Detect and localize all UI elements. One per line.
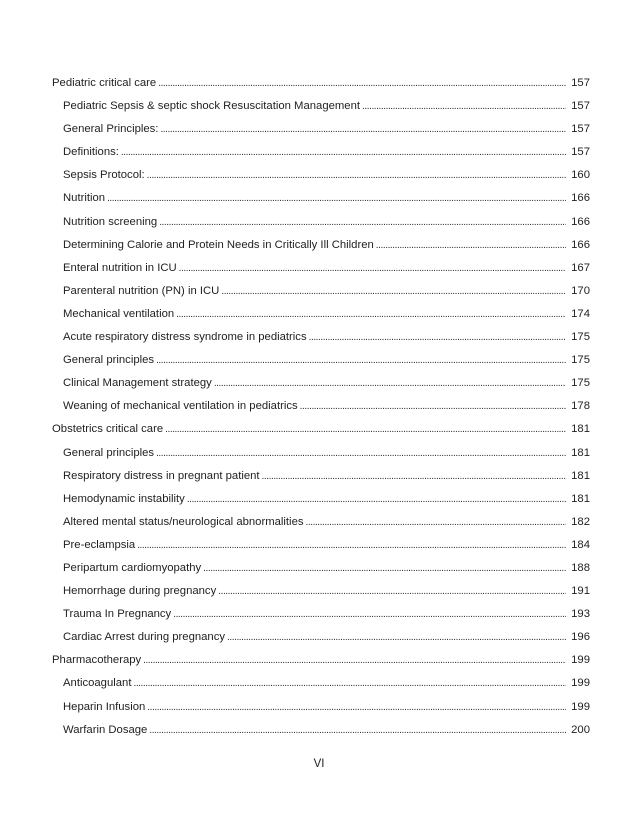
toc-subsection-entry[interactable]: [0, 511, 638, 534]
toc-dot-leader: [156, 442, 566, 465]
toc-entry-label: Pharmacotherapy: [52, 654, 142, 667]
toc-subsection-entry[interactable]: [0, 95, 638, 118]
toc-entry-page-number: 181: [571, 446, 590, 459]
toc-section-entry[interactable]: [0, 418, 638, 441]
toc-dot-leader: [121, 141, 566, 164]
toc-subsection-entry[interactable]: [0, 465, 638, 488]
toc-dot-leader: [309, 326, 566, 349]
toc-entry-label: Pediatric critical care: [52, 77, 157, 89]
toc-entry-label: Nutrition: [63, 192, 106, 205]
toc-dot-leader: [179, 257, 566, 280]
toc-entry-page-number: 166: [571, 215, 590, 228]
toc-dot-leader: [300, 395, 566, 418]
toc-subsection-entry[interactable]: [0, 719, 638, 742]
toc-subsection-entry[interactable]: [0, 303, 638, 326]
toc-entry-label: Clinical Management strategy: [63, 377, 212, 390]
toc-entry-page-number: 157: [571, 123, 590, 136]
toc-entry-page-number: 175: [571, 377, 590, 390]
toc-entry-label: Mechanical ventilation: [63, 307, 175, 320]
toc-entry-label: Determining Calorie and Protein Needs in Critically Ill Children: [63, 238, 374, 251]
toc-entry-page-number: 167: [571, 261, 590, 274]
toc-dot-leader: [165, 418, 566, 441]
toc-subsection-entry[interactable]: [0, 696, 638, 719]
toc-entry-page-number: 199: [571, 700, 590, 713]
toc-dot-leader: [159, 211, 566, 234]
toc-subsection-entry[interactable]: [0, 164, 638, 187]
toc-entry-page-number: 191: [571, 585, 590, 598]
toc-entry-page-number: 166: [571, 238, 590, 251]
toc-subsection-entry[interactable]: [0, 626, 638, 649]
toc-subsection-entry[interactable]: [0, 442, 638, 465]
toc-subsection-entry[interactable]: [0, 326, 638, 349]
toc-dot-leader: [218, 580, 566, 603]
toc-dot-leader: [221, 280, 566, 303]
toc-dot-leader: [147, 696, 566, 719]
toc-entry-label: Parenteral nutrition (PN) in ICU: [63, 284, 220, 297]
toc-subsection-entry[interactable]: [0, 257, 638, 280]
toc-entry-page-number: 199: [571, 677, 590, 690]
toc-entry-page-number: 196: [571, 631, 590, 644]
toc-dot-leader: [227, 626, 566, 649]
toc-entry-label: Hemorrhage during pregnancy: [63, 585, 217, 598]
page-number: VI: [313, 758, 325, 770]
toc-entry-page-number: 175: [571, 331, 590, 344]
toc-entry-label: Anticoagulant: [63, 677, 132, 690]
toc-entry-label: Pediatric Sepsis & septic shock Resuscitation Management: [63, 100, 361, 113]
toc-entry-page-number: 174: [571, 307, 590, 320]
toc-entry-page-number: 181: [571, 492, 590, 505]
toc-entry-label: Weaning of mechanical ventilation in pediatrics: [63, 400, 298, 413]
toc-dot-leader: [187, 488, 566, 511]
toc-entry-label: Sepsis Protocol:: [63, 169, 145, 182]
toc-entry-label: Cardiac Arrest during pregnancy: [63, 631, 226, 644]
toc-dot-leader: [203, 557, 566, 580]
toc-subsection-entry[interactable]: [0, 211, 638, 234]
toc-entry-label: Warfarin Dosage: [63, 723, 148, 736]
toc-dot-leader: [143, 649, 566, 672]
toc-entry-label: Hemodynamic instability: [63, 492, 185, 505]
toc-subsection-entry[interactable]: [0, 234, 638, 257]
toc-dot-leader: [160, 118, 566, 141]
toc-entry-page-number: 178: [571, 400, 590, 413]
toc-entry-label: Obstetrics critical care: [52, 423, 164, 436]
toc-subsection-entry[interactable]: [0, 488, 638, 511]
toc-entry-page-number: 193: [571, 608, 590, 621]
toc-subsection-entry[interactable]: [0, 187, 638, 210]
toc-dot-leader: [173, 603, 566, 626]
toc-subsection-entry[interactable]: [0, 395, 638, 418]
toc-subsection-entry[interactable]: [0, 349, 638, 372]
toc-entry-label: Peripartum cardiomyopathy: [63, 561, 202, 574]
toc-entry-page-number: 200: [571, 723, 590, 736]
toc-entry-label: Heparin Infusion: [63, 700, 146, 713]
toc-subsection-entry[interactable]: [0, 557, 638, 580]
table-of-contents: [0, 72, 638, 742]
toc-entry-page-number: 175: [571, 354, 590, 367]
toc-entry-label: Acute respiratory distress syndrome in pediatrics: [63, 331, 307, 344]
toc-entry-label: Definitions:: [63, 146, 119, 159]
toc-subsection-entry[interactable]: [0, 603, 638, 626]
toc-entry-page-number: 157: [571, 100, 590, 113]
toc-dot-leader: [362, 95, 566, 118]
toc-entry-page-number: 157: [571, 146, 590, 159]
toc-dot-leader: [214, 372, 566, 395]
toc-entry-page-number: 182: [571, 515, 590, 528]
toc-dot-leader: [156, 349, 566, 372]
toc-dot-leader: [133, 672, 566, 695]
toc-dot-leader: [158, 72, 566, 95]
toc-entry-page-number: 188: [571, 561, 590, 574]
toc-subsection-entry[interactable]: [0, 534, 638, 557]
toc-entry-page-number: 184: [571, 538, 590, 551]
toc-dot-leader: [176, 303, 566, 326]
toc-entry-label: Pre-eclampsia: [63, 538, 136, 551]
toc-dot-leader: [137, 534, 566, 557]
toc-dot-leader: [107, 187, 566, 210]
toc-subsection-entry[interactable]: [0, 118, 638, 141]
toc-entry-label: General principles: [63, 354, 155, 367]
toc-entry-label: Enteral nutrition in ICU: [63, 261, 177, 274]
toc-subsection-entry[interactable]: [0, 580, 638, 603]
toc-entry-label: General principles: [63, 446, 155, 459]
toc-entry-page-number: 166: [571, 192, 590, 205]
toc-entry-page-number: 157: [571, 77, 590, 89]
toc-subsection-entry[interactable]: [0, 372, 638, 395]
toc-subsection-entry[interactable]: [0, 141, 638, 164]
toc-entry-page-number: 181: [571, 469, 590, 482]
toc-entry-page-number: 199: [571, 654, 590, 667]
toc-dot-leader: [149, 719, 566, 742]
toc-dot-leader: [306, 511, 566, 534]
toc-dot-leader: [376, 234, 566, 257]
toc-subsection-entry[interactable]: [0, 672, 638, 695]
toc-section-entry[interactable]: [0, 72, 638, 95]
toc-entry-label: Nutrition screening: [63, 215, 158, 228]
toc-entry-label: General Principles:: [63, 123, 159, 136]
toc-dot-leader: [147, 164, 566, 187]
toc-entry-page-number: 181: [571, 423, 590, 436]
toc-entry-label: Trauma In Pregnancy: [63, 608, 172, 621]
toc-entry-page-number: 170: [571, 284, 590, 297]
toc-dot-leader: [262, 465, 566, 488]
toc-entry-page-number: 160: [571, 169, 590, 182]
toc-entry-label: Respiratory distress in pregnant patient: [63, 469, 260, 482]
toc-section-entry[interactable]: [0, 649, 638, 672]
toc-entry-label: Altered mental status/neurological abnormalities: [63, 515, 304, 528]
toc-subsection-entry[interactable]: [0, 280, 638, 303]
